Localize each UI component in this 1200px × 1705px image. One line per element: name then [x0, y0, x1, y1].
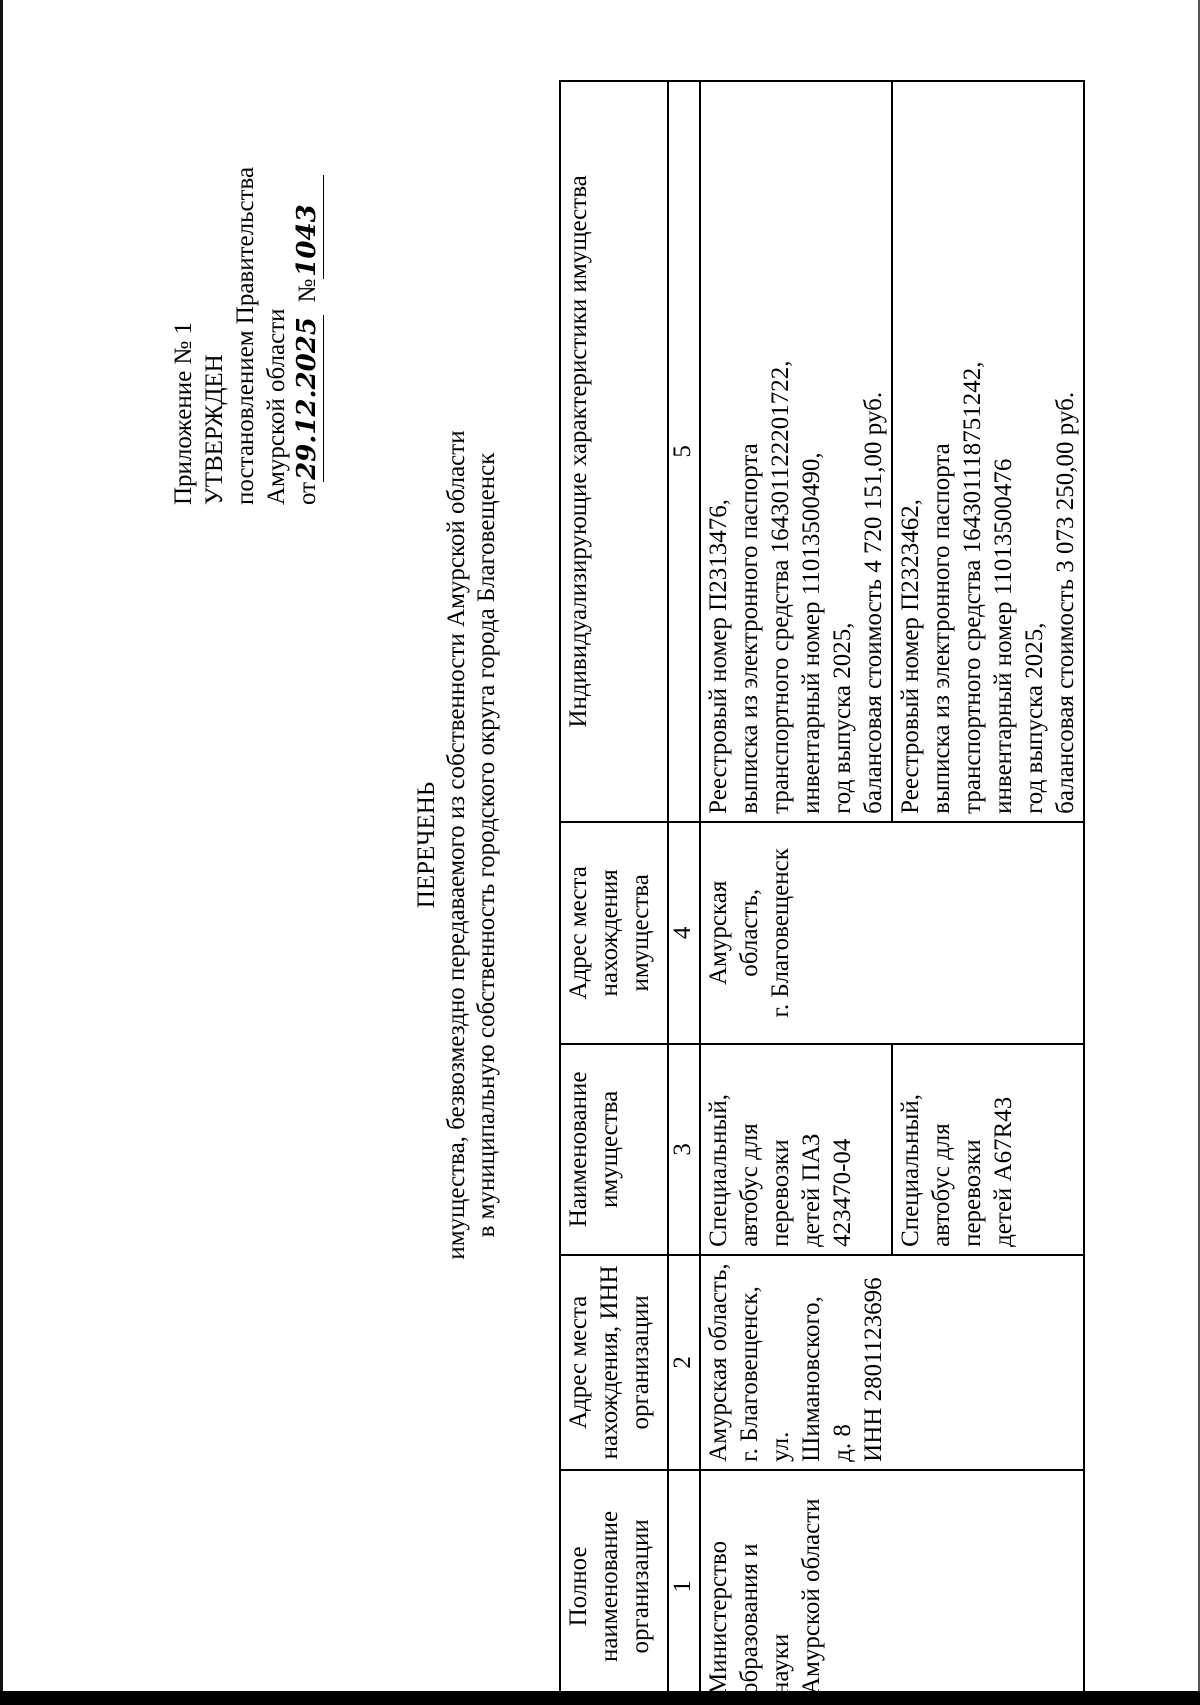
property-name-line: перевозки — [959, 1139, 986, 1247]
org-name-line: Министерство — [705, 1540, 732, 1695]
book-value: балансовая стоимость 4 720 151,00 руб. — [860, 391, 887, 814]
appendix-label: Приложение № 1 — [170, 321, 197, 505]
header-org-name: Полное наименование организации — [560, 1470, 668, 1703]
org-address-line: ул. Шимановского, — [767, 1296, 825, 1462]
property-details-cell — [700, 81, 892, 822]
org-name-cell — [700, 1470, 1084, 1703]
title-subline-2: в муниципальную собственность городского округа города Благовещенск — [473, 452, 500, 1238]
header-org-address: Адрес места нахождения, ИНН организации — [560, 1255, 668, 1470]
column-number: 1 — [668, 1470, 700, 1703]
property-location-line: г. Благовещенск — [767, 848, 794, 1018]
org-name-line: образования и науки — [736, 1543, 794, 1695]
property-name-line: автобус для — [736, 1123, 763, 1247]
book-value: балансовая стоимость 3 073 250,00 руб. — [1052, 391, 1079, 814]
handwritten-number: 1043 — [292, 175, 324, 279]
property-name-line: Специальный, — [897, 1094, 924, 1247]
org-address-line: Амурская область, — [705, 1263, 732, 1462]
org-name-line: Амурской области — [798, 1498, 825, 1695]
table-header-row — [560, 81, 668, 1703]
property-name-line: перевозки — [767, 1139, 794, 1247]
details-line: выписка из электронного паспорта — [736, 443, 763, 814]
property-name-line: Специальный, — [705, 1094, 732, 1247]
property-name-line: 423470-04 — [829, 1138, 856, 1247]
property-location-line: область, — [736, 888, 763, 977]
number-prefix: № — [294, 278, 321, 303]
column-number: 2 — [668, 1255, 700, 1470]
manufacture-year: год выпуска 2025, — [829, 622, 856, 814]
property-name-cell — [892, 1044, 1084, 1255]
org-address-line: г. Благовещенск, — [736, 1286, 763, 1462]
title-subline-1: имущества, безвозмездно передаваемого из собственности Амурской области — [443, 430, 470, 1260]
region-label: Амурской области — [263, 308, 290, 505]
date-number-line — [292, 85, 324, 505]
org-address-line: д. 8 — [829, 1424, 856, 1462]
org-address-cell — [700, 1255, 1084, 1470]
property-name-line: автобус для — [928, 1123, 955, 1247]
handwritten-date: 29.12.2025 — [292, 317, 322, 480]
details-line: выписка из электронного паспорта — [928, 443, 955, 814]
table-row — [700, 81, 892, 1703]
vehicle-passport: транспортного средства 164301122201722, — [767, 360, 794, 814]
manufacture-year: год выпуска 2025, — [1021, 622, 1048, 814]
registry-number: Реестровый номер П2323462, — [897, 499, 924, 814]
column-number: 3 — [668, 1044, 700, 1255]
column-number-row — [668, 81, 700, 1703]
org-inn: ИНН 2801123696 — [860, 1277, 887, 1462]
property-location-cell — [700, 822, 1084, 1044]
property-name-line: детей ПАЗ — [798, 1133, 825, 1247]
property-table — [559, 80, 1085, 1704]
property-details-cell — [892, 81, 1084, 822]
inventory-number: инвентарный номер 11013500490, — [798, 452, 825, 814]
document-title — [412, 125, 502, 1565]
property-name-cell — [700, 1044, 892, 1255]
title-heading: ПЕРЕЧЕНЬ — [413, 781, 440, 909]
header-property-name: Наименование имущества — [560, 1044, 668, 1255]
column-number: 5 — [668, 81, 700, 822]
property-location-line: Амурская — [705, 880, 732, 985]
resolution-label: постановлением Правительства — [232, 166, 259, 505]
registry-number: Реестровый номер П2313476, — [705, 499, 732, 814]
column-number: 4 — [668, 822, 700, 1044]
header-property-details: Индивидуализирующие характеристики имущества — [560, 81, 668, 822]
vehicle-passport: транспортного средства 164301118751242, — [959, 361, 986, 814]
approval-stamp — [168, 85, 324, 505]
property-name-line: детей А67R43 — [990, 1096, 1017, 1247]
header-property-location: Адрес места нахождения имущества — [560, 822, 668, 1044]
inventory-number: инвентарный номер 11013500476 — [990, 458, 1017, 814]
date-prefix: от — [294, 481, 321, 505]
approved-label: УТВЕРЖДЕН — [201, 354, 228, 505]
